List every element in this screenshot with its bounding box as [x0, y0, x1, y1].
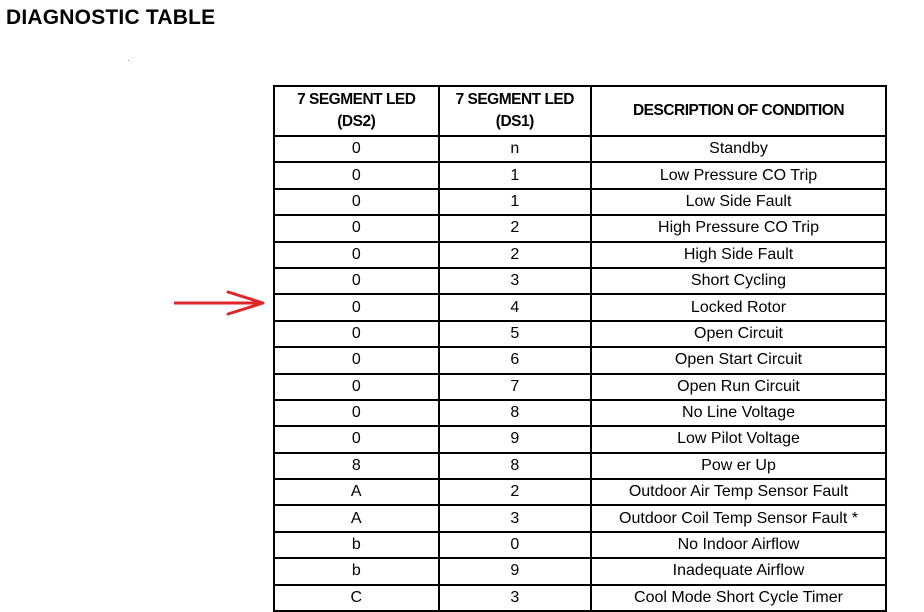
header-ds2	[274, 86, 439, 136]
cell-ds1: 8	[439, 400, 591, 426]
cell-ds2: 0	[274, 162, 439, 188]
cell-ds2: 0	[274, 294, 439, 320]
cell-ds1: 9	[439, 426, 591, 452]
cell-ds1: 5	[439, 321, 591, 347]
cell-ds2: C	[274, 585, 439, 611]
cell-ds1: 3	[439, 505, 591, 531]
cell-ds2: 0	[274, 189, 439, 215]
cell-ds2: b	[274, 532, 439, 558]
table-row	[274, 558, 886, 584]
cell-ds2: b	[274, 558, 439, 584]
cell-ds1: 1	[439, 162, 591, 188]
diagnostic-table	[273, 85, 887, 612]
cell-ds1: 2	[439, 242, 591, 268]
cell-description: No Line Voltage	[591, 400, 886, 426]
table-row	[274, 347, 886, 373]
cell-ds2: A	[274, 505, 439, 531]
cell-description: Low Side Fault	[591, 189, 886, 215]
cell-ds1: 3	[439, 585, 591, 611]
cell-description: Outdoor Coil Temp Sensor Fault *	[591, 505, 886, 531]
cell-description: Low Pressure CO Trip	[591, 162, 886, 188]
cell-ds1: 2	[439, 479, 591, 505]
table-row	[274, 321, 886, 347]
table-header-row	[274, 86, 886, 136]
cell-description: Open Circuit	[591, 321, 886, 347]
cell-ds1: 4	[439, 294, 591, 320]
cell-ds2: A	[274, 479, 439, 505]
cell-ds1: 6	[439, 347, 591, 373]
table-row	[274, 162, 886, 188]
cell-ds2: 0	[274, 215, 439, 241]
cell-description: Standby	[591, 136, 886, 162]
header-description: DESCRIPTION OF CONDITION	[591, 86, 886, 136]
cell-ds1: 1	[439, 189, 591, 215]
table-row	[274, 453, 886, 479]
cell-ds1: 2	[439, 215, 591, 241]
header-ds1-line1: 7 SEGMENT LED	[455, 91, 574, 108]
header-ds1	[439, 86, 591, 136]
cell-ds1: 8	[439, 453, 591, 479]
cell-description: Open Start Circuit	[591, 347, 886, 373]
red-arrow-icon	[174, 290, 266, 316]
cell-description: Pow er Up	[591, 453, 886, 479]
table-body	[274, 136, 886, 611]
cell-description: Short Cycling	[591, 268, 886, 294]
table-row	[274, 294, 886, 320]
cell-ds2: 0	[274, 400, 439, 426]
cell-ds2: 0	[274, 136, 439, 162]
cell-description: Cool Mode Short Cycle Timer	[591, 585, 886, 611]
table-row	[274, 136, 886, 162]
cell-description: Inadequate Airflow	[591, 558, 886, 584]
cell-ds1: 7	[439, 374, 591, 400]
cell-description: No Indoor Airflow	[591, 532, 886, 558]
table-row	[274, 215, 886, 241]
page-title: DIAGNOSTIC TABLE	[6, 6, 216, 29]
header-ds2-line2: (DS2)	[337, 113, 376, 130]
table-row	[274, 426, 886, 452]
stray-mark	[128, 60, 129, 61]
cell-ds2: 0	[274, 374, 439, 400]
table-row	[274, 505, 886, 531]
table-row	[274, 532, 886, 558]
cell-ds1: n	[439, 136, 591, 162]
cell-description: Outdoor Air Temp Sensor Fault	[591, 479, 886, 505]
table-row	[274, 242, 886, 268]
cell-ds2: 0	[274, 268, 439, 294]
table-row	[274, 189, 886, 215]
cell-ds1: 3	[439, 268, 591, 294]
cell-ds2: 8	[274, 453, 439, 479]
cell-description: Open Run Circuit	[591, 374, 886, 400]
header-ds2-line1: 7 SEGMENT LED	[297, 91, 416, 108]
cell-description: High Side Fault	[591, 242, 886, 268]
cell-description: Locked Rotor	[591, 294, 886, 320]
cell-ds2: 0	[274, 347, 439, 373]
header-ds1-line2: (DS1)	[495, 113, 534, 130]
cell-description: Low Pilot Voltage	[591, 426, 886, 452]
table-row	[274, 585, 886, 611]
cell-description: High Pressure CO Trip	[591, 215, 886, 241]
table-row	[274, 400, 886, 426]
cell-ds2: 0	[274, 242, 439, 268]
cell-ds1: 0	[439, 532, 591, 558]
table-row	[274, 268, 886, 294]
table-row	[274, 479, 886, 505]
cell-ds1: 9	[439, 558, 591, 584]
cell-ds2: 0	[274, 426, 439, 452]
table-row	[274, 374, 886, 400]
cell-ds2: 0	[274, 321, 439, 347]
